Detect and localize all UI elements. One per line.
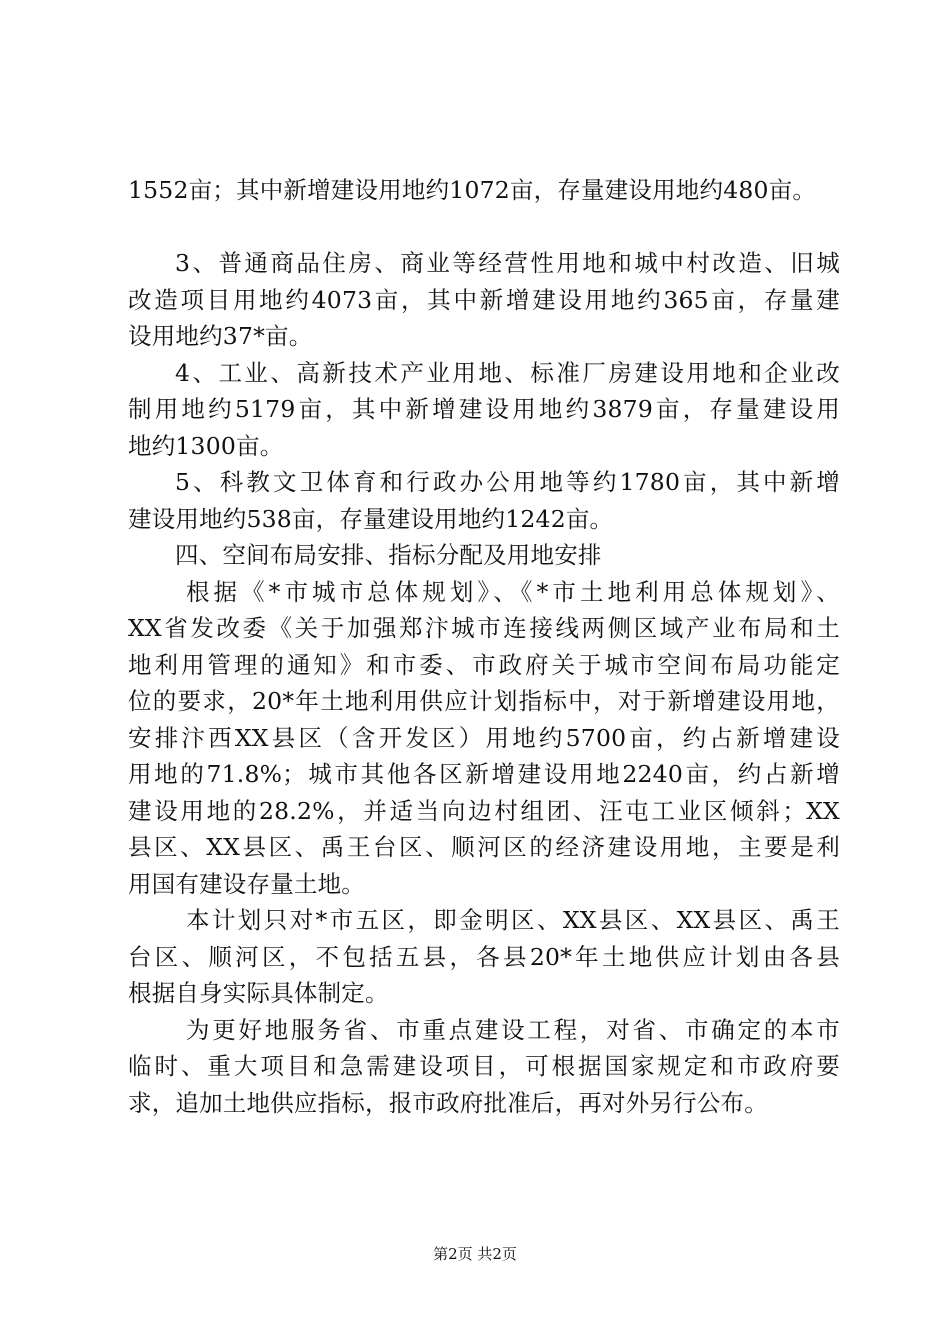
paragraph bbox=[128, 1012, 840, 1122]
text-line: 4、工业、高新技术产业用地、标准厂房建设用地和企业改 bbox=[175, 358, 840, 387]
document-body bbox=[128, 172, 840, 1121]
text-line: 根据《*市城市总体规划》、《*市土地利用总体规划》、 bbox=[186, 577, 840, 606]
text-line: 改造项目用地约4073亩，其中新增建设用地约365亩，存量建 bbox=[128, 285, 840, 314]
text-line: XX省发改委《关于加强郑汴城市连接线两侧区域产业布局和土 bbox=[128, 614, 840, 642]
text-line: 求，追加土地供应指标，报市政府批准后，再对外另行公布。 bbox=[128, 1088, 768, 1117]
text-line: 根据自身实际具体制定。 bbox=[128, 979, 389, 1007]
text-line: 3、普通商品住房、商业等经营性用地和城中村改造、旧城 bbox=[175, 249, 840, 277]
paragraph-gap bbox=[128, 209, 840, 246]
text-line: 四、空间布局安排、指标分配及用地安排 bbox=[175, 541, 602, 569]
section-heading bbox=[128, 537, 840, 574]
paragraph bbox=[128, 245, 840, 355]
text-line: 地约1300亩。 bbox=[128, 431, 284, 460]
text-line: 地利用管理的通知》和市委、市政府关于城市空间布局功能定 bbox=[128, 650, 840, 679]
text-line: 建设用地约538亩，存量建设用地约1242亩。 bbox=[128, 504, 614, 533]
text-line: 建设用地的28.2%，并适当向边村组团、汪屯工业区倾斜；XX bbox=[128, 796, 840, 825]
text-line: 1552亩；其中新增建设用地约1072亩，存量建设用地约480亩。 bbox=[128, 176, 817, 204]
text-line: 县区、XX县区、禹王台区、顺河区的经济建设用地，主要是利 bbox=[128, 833, 840, 861]
text-line: 制用地约5179亩，其中新增建设用地约3879亩，存量建设用 bbox=[128, 395, 840, 423]
paragraph bbox=[128, 902, 840, 1012]
text-line: 本计划只对*市五区，即金明区、XX县区、XX县区、禹王 bbox=[186, 906, 840, 934]
page-footer bbox=[0, 1244, 950, 1264]
text-line: 台区、顺河区，不包括五县，各县20*年土地供应计划由各县 bbox=[128, 942, 840, 971]
text-line: 临时、重大项目和急需建设项目，可根据国家规定和市政府要 bbox=[128, 1052, 840, 1080]
text-line: 5、科教文卫体育和行政办公用地等约1780亩，其中新增 bbox=[175, 468, 840, 496]
text-line: 安排汴西XX县区（含开发区）用地约5700亩，约占新增建设 bbox=[128, 723, 840, 752]
text-line: 用地的71.8%；城市其他各区新增建设用地2240亩，约占新增 bbox=[128, 760, 840, 788]
paragraph bbox=[128, 464, 840, 537]
paragraph bbox=[128, 172, 840, 209]
text-line: 为更好地服务省、市重点建设工程，对省、市确定的本市 bbox=[186, 1015, 840, 1044]
paragraph bbox=[128, 355, 840, 465]
page-number: 第2页 共2页 bbox=[433, 1245, 517, 1263]
paragraph bbox=[128, 574, 840, 903]
text-line: 设用地约37*亩。 bbox=[128, 322, 313, 350]
text-line: 位的要求，20*年土地利用供应计划指标中，对于新增建设用地， bbox=[128, 687, 840, 715]
text-line: 用国有建设存量土地。 bbox=[128, 869, 365, 898]
